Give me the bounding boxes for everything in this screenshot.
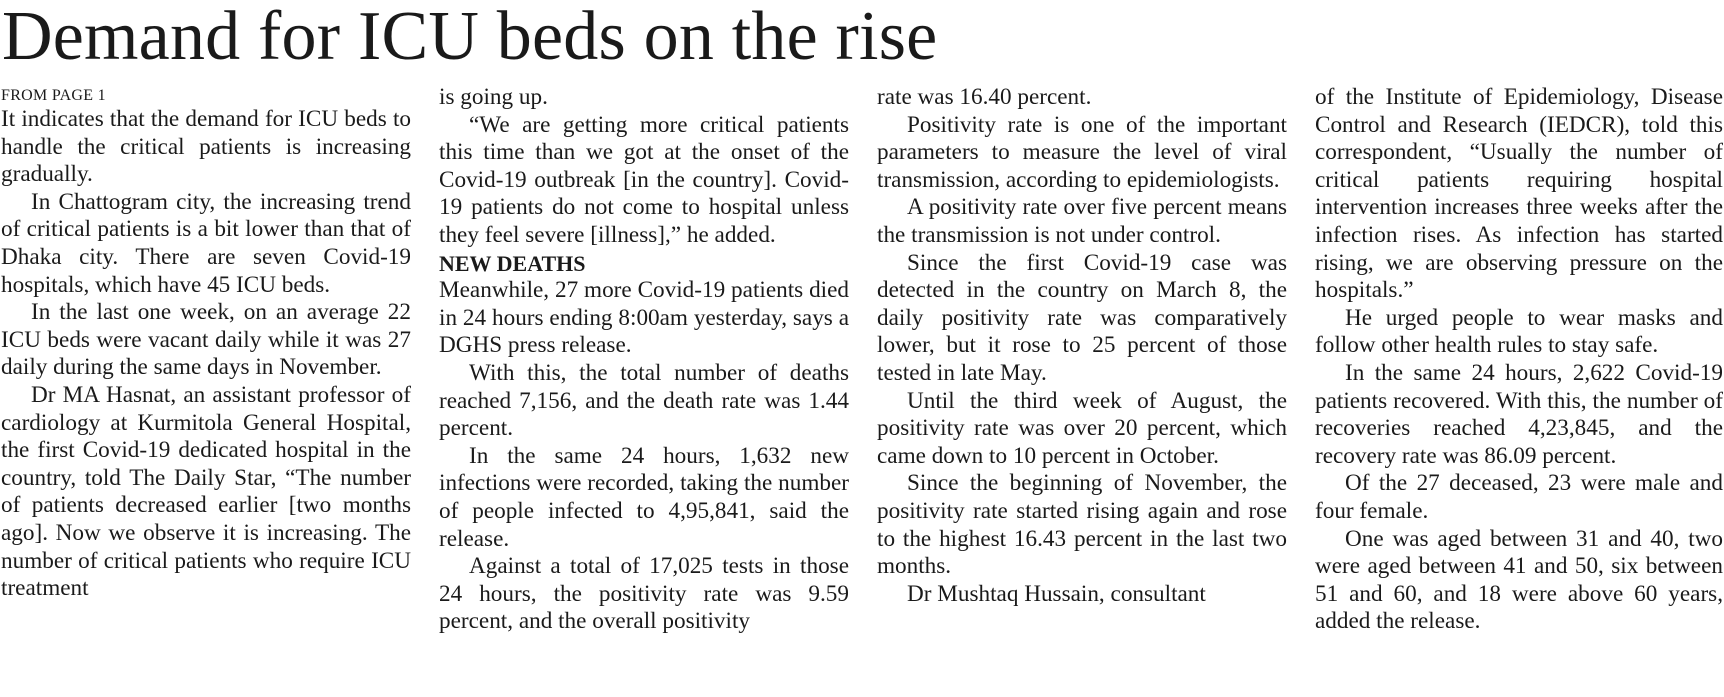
paragraph: He urged people to wear masks and follow other health rules to stay safe. [1315,304,1723,359]
column-3 [877,84,1287,608]
headline: Demand for ICU beds on the rise [2,0,938,75]
paragraph: In the same 24 hours, 2,622 Covid-19 patients recovered. With this, the number of recoveries reached 4,23,845, and the recovery rate was 86.09 percent. [1315,359,1723,469]
paragraph: “We are getting more critical patients this time than we got at the onset of the Covid-19 outbreak [in the country]. Covid-19 patients do not come to hospital unless they feel severe [illness],” he added. [439,111,849,248]
paragraph: It indicates that the demand for ICU beds to handle the critical patients is increasing gradually. [1,106,411,188]
paragraph: In the last one week, on an average 22 ICU beds were vacant daily while it was 27 daily during the same days in November. [1,299,411,381]
paragraph: Since the first Covid-19 case was detected in the country on March 8, the daily positivity rate was comparatively lower, but it rose to 25 percent of those tested in late May. [877,249,1287,386]
paragraph: Positivity rate is one of the important parameters to measure the level of viral transmission, according to epidemiologists. [877,111,1287,193]
paragraph: Dr Mushtaq Hussain, consultant [907,580,1206,607]
paragraph: Against a total of 17,025 tests in those 24 hours, the positivity rate was 9.59 percent, and the overall positivity [439,553,849,635]
column-1 [1,84,411,603]
paragraph: One was aged between 31 and 40, two were aged between 41 and 50, six between 51 and 60, and 18 were above 60 years, added the release. [1315,525,1723,635]
paragraph: In Chattogram city, the increasing trend of critical patients is a bit lower than that of Dhaka city. There are seven Covid-19 hospitals, which have 45 ICU beds. [1,188,411,298]
paragraph: Until the third week of August, the positivity rate was over 20 percent, which came down to 10 percent in October. [877,387,1287,469]
paragraph: rate was 16.40 percent. [877,84,1092,110]
paragraph: Meanwhile, 27 more Covid-19 patients died in 24 hours ending 8:00am yesterday, says a DGHS press release. [439,277,849,359]
paragraph: With this, the total number of deaths reached 7,156, and the death rate was 1.44 percent. [439,359,849,442]
kicker-from-page-1: FROM PAGE 1 [1,87,106,104]
paragraph: Dr MA Hasnat, an assistant professor of cardiology at Kurmitola General Hospital, the first Covid-19 dedicated hospital in the country, told The Daily Star, “The number of patients decreased earlier [two months ago]. Now we observe it is increasing. The number of critical patients who require ICU treatment [1,381,411,602]
subhead-new-deaths: NEW DEATHS [439,250,586,276]
paragraph: Since the beginning of November, the positivity rate started rising again and rose to the highest 16.43 percent in the last two months. [877,470,1287,580]
column-4 [1315,84,1723,636]
paragraph: of the Institute of Epidemiology, Disease Control and Research (IEDCR), told this correspondent, “Usually the number of critical patients requiring hospital intervention increases three weeks after the infection rises. As infection has started rising, we are observing pressure on the hospitals.” [1315,84,1723,304]
paragraph: A positivity rate over five percent means the transmission is not under control. [877,194,1287,248]
paragraph: is going up. [439,84,548,110]
paragraph: In the same 24 hours, 1,632 new infections were recorded, taking the number of people infected to 4,95,841, said the release. [439,442,849,552]
article-body [0,84,1724,697]
column-2 [439,84,849,636]
paragraph: Of the 27 deceased, 23 were male and four female. [1315,470,1723,524]
